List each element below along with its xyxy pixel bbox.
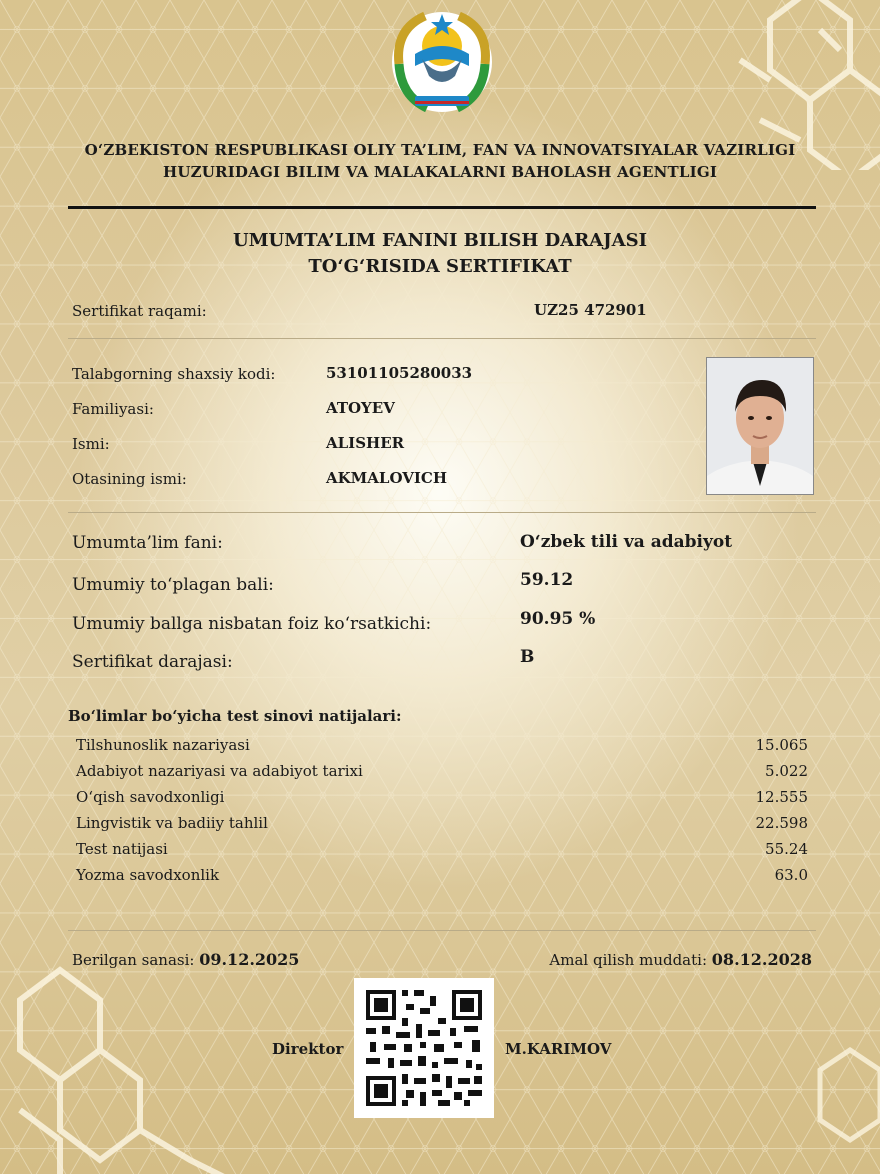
divider-2 (68, 512, 816, 513)
sections-title: Bo‘limlar bo‘yicha test sinovi natijalari: (68, 707, 402, 725)
section-row (76, 866, 808, 892)
percent-value: 90.95 % (520, 609, 596, 629)
org-name-line1: O‘ZBEKISTON RESPUBLIKASI OLIY TA’LIM, FAN VA INNOVATSIYALAR VAZIRLIGI (84, 141, 796, 159)
valid-until-label: Amal qilish muddati: (549, 951, 708, 969)
first-name-label: Ismi: (72, 435, 110, 453)
section-name: Test natijasi (76, 840, 168, 858)
surname-label: Familiyasi: (72, 400, 154, 418)
section-score: 5.022 (765, 762, 808, 780)
corner-ornament-bottom-left (0, 940, 250, 1174)
personal-code-value: 53101105280033 (326, 364, 473, 382)
certificate-number-value: UZ25 472901 (534, 301, 647, 319)
subject-value: O‘zbek tili va adabiyot (520, 532, 733, 552)
patronymic-value: AKMALOVICH (326, 469, 448, 487)
first-name-value: ALISHER (326, 434, 405, 452)
section-score: 15.065 (755, 736, 808, 754)
divider-3 (68, 930, 816, 931)
header-divider (68, 206, 816, 209)
section-name: Adabiyot nazariyasi va adabiyot tarixi (76, 762, 363, 780)
certificate-level-label: Sertifikat darajasi: (72, 652, 233, 672)
section-row (76, 814, 808, 840)
corner-ornament-bottom-right (810, 1030, 880, 1174)
valid-until (549, 950, 812, 969)
section-row (76, 736, 808, 762)
issued-date (72, 950, 299, 969)
valid-until-value: 08.12.2028 (711, 950, 812, 969)
patronymic-label: Otasining ismi: (72, 470, 187, 488)
subject-label: Umumta’lim fani: (72, 533, 223, 553)
percent-label: Umumiy ballga nisbatan foiz ko‘rsatkichi: (72, 614, 432, 634)
total-score-label: Umumiy to‘plagan bali: (72, 575, 274, 595)
personal-code-label: Talabgorning shaxsiy kodi: (72, 365, 276, 383)
issued-date-value: 09.12.2025 (199, 950, 300, 969)
certificate-number-label: Sertifikat raqami: (72, 302, 207, 320)
section-score: 55.24 (765, 840, 808, 858)
applicant-photo (706, 357, 814, 495)
org-name-line2: HUZURIDAGI BILIM VA MALAKALARNI BAHOLASH AGENTLIGI (162, 163, 718, 181)
surname-value: ATOYEV (326, 399, 395, 417)
section-row (76, 840, 808, 866)
state-emblem (385, 4, 499, 116)
section-name: O‘qish savodxonligi (76, 788, 225, 806)
certificate-title-line2: TO‘G‘RISIDA SERTIFIKAT (308, 256, 572, 277)
total-score-value: 59.12 (520, 570, 574, 590)
divider-1 (68, 338, 816, 339)
section-score: 22.598 (755, 814, 808, 832)
qr-code[interactable] (354, 978, 494, 1118)
issued-date-label: Berilgan sanasi: (72, 951, 195, 969)
director-name: M.KARIMOV (505, 1040, 612, 1058)
section-score: 63.0 (774, 866, 808, 884)
certificate-level-value: B (520, 647, 535, 667)
certificate-title-line1: UMUMTA’LIM FANINI BILISH DARAJASI (232, 230, 648, 251)
section-row (76, 788, 808, 814)
section-name: Yozma savodxonlik (76, 866, 220, 884)
section-name: Tilshunoslik nazariyasi (76, 736, 250, 754)
section-score: 12.555 (755, 788, 808, 806)
section-row (76, 762, 808, 788)
director-label: Direktor (272, 1040, 344, 1058)
section-name: Lingvistik va badiiy tahlil (76, 814, 268, 832)
